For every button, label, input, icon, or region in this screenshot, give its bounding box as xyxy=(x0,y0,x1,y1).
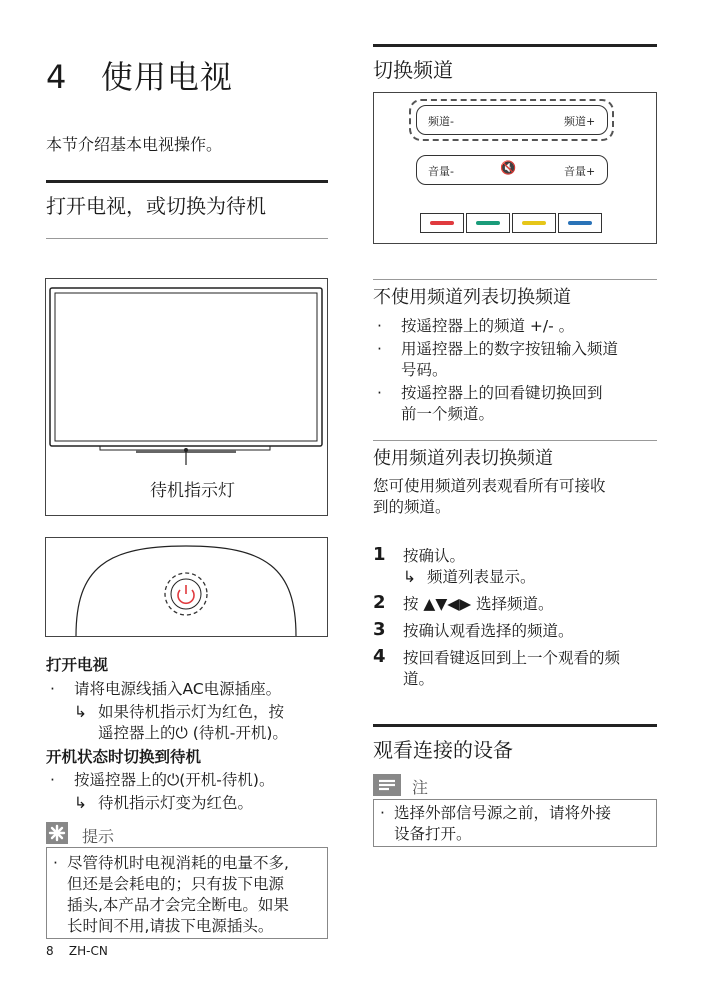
power-on-title: 打开电视 xyxy=(46,656,109,674)
chapter-title xyxy=(46,52,233,98)
section-heading-power: 打开电视，或切换为待机 xyxy=(46,194,266,218)
bullet-item: · 按遥控器上的回看键切换回到 前一个频道。 xyxy=(373,383,663,425)
bullet-item: · 按遥控器上的频道 +/- 。 xyxy=(373,316,663,337)
section-rule xyxy=(46,180,328,183)
blue-key[interactable] xyxy=(558,213,602,233)
subsection-rule xyxy=(373,279,657,280)
mute-icon: 🔇 xyxy=(500,161,517,176)
step-item: 2 按 ▲▼◀▶ 选择频道。 xyxy=(373,592,554,613)
tip-text: · 尽管待机时电视消耗的电量不多, 但还是会耗电的；只有拔下电源 插头,本产品才会完全断电。如果 长时间不用,请拔下电源插头。 xyxy=(53,853,321,937)
volume-up-label: 音量+ xyxy=(564,165,596,178)
section-heading-channels: 切换频道 xyxy=(373,58,453,82)
standby-bullet: · 按遥控器上的⏻(开机-待机)。 xyxy=(46,770,336,791)
with-list-description: 您可使用频道列表观看所有可接收 到的频道。 xyxy=(373,477,606,516)
power-on-block xyxy=(46,679,336,744)
page-number: 8 xyxy=(46,944,54,958)
chapter-intro: 本节介绍基本电视操作。 xyxy=(46,135,223,154)
heading-with-list: 使用频道列表切换频道 xyxy=(373,448,553,469)
yellow-key[interactable] xyxy=(512,213,556,233)
standby-result: ↳ 待机指示灯变为红色。 xyxy=(74,794,254,812)
channel-up-label: 频道+ xyxy=(564,115,596,128)
channel-down-label: 频道- xyxy=(428,115,454,128)
power-on-bullet: · 请将电源线插入AC电源插座。 xyxy=(46,679,336,700)
tip-line: 插头,本产品才会完全断电。如果 xyxy=(67,896,289,914)
heading-without-list: 不使用频道列表切换频道 xyxy=(373,287,571,308)
page-footer xyxy=(46,944,108,958)
tip-box xyxy=(46,847,328,939)
step-item: 4 按回看键返回到上一个观看的频 道。 xyxy=(373,646,621,688)
standby-title: 开机状态时切换到待机 xyxy=(46,748,202,766)
language-code: ZH-CN xyxy=(68,944,108,958)
step-item: 3 按确认观看选择的频道。 xyxy=(373,619,574,640)
subsection-rule xyxy=(373,440,657,441)
volume-down-label: 音量- xyxy=(428,165,454,178)
section-rule xyxy=(373,44,657,47)
remote-illustration xyxy=(373,92,657,244)
standby-indicator-label: 待机指示灯 xyxy=(150,481,235,501)
tip-line: 长时间不用,请拔下电源插头。 xyxy=(67,917,274,935)
power-on-result-cont: 遥控器上的⏻ (待机-开机)。 xyxy=(98,724,288,742)
note-box xyxy=(373,799,657,847)
remote-top-drawing xyxy=(46,538,327,636)
tip-line: 但还是会耗电的；只有拔下电源 xyxy=(67,875,285,893)
step-item: 1 按确认。 ↳ 频道列表显示。 xyxy=(373,546,663,588)
note-line: 设备打开。 xyxy=(394,825,472,843)
chapter-name: 使用电视 xyxy=(100,58,233,96)
arrow-icon: ↳ xyxy=(74,703,87,721)
section-divider xyxy=(46,238,328,239)
power-button-illustration xyxy=(45,537,328,637)
standby-block xyxy=(46,770,336,814)
red-key[interactable] xyxy=(420,213,464,233)
note-text: · 选择外部信号源之前，请将外接 设备打开。 xyxy=(380,803,650,845)
tip-line: 尽管待机时电视消耗的电量不多, xyxy=(67,854,289,872)
arrow-icon: ↳ xyxy=(403,568,416,586)
steps-list xyxy=(373,546,663,696)
note-line: 选择外部信号源之前，请将外接 xyxy=(394,804,612,822)
step-result: ↳ 频道列表显示。 xyxy=(403,568,536,586)
without-list-bullets xyxy=(373,316,663,427)
chapter-number: 4 xyxy=(46,58,68,96)
note-icon xyxy=(373,774,401,796)
tip-label: 提示 xyxy=(82,827,115,846)
green-key[interactable] xyxy=(466,213,510,233)
bullet-item: · 用遥控器上的数字按钮输入频道 号码。 xyxy=(373,339,663,381)
tip-icon xyxy=(46,822,68,844)
section-rule xyxy=(373,724,657,727)
arrow-icon: ↳ xyxy=(74,794,87,812)
power-on-result: ↳ 如果待机指示灯为红色，按 xyxy=(74,703,285,721)
note-label: 注 xyxy=(412,778,429,797)
heading-connected-devices: 观看连接的设备 xyxy=(373,738,513,762)
